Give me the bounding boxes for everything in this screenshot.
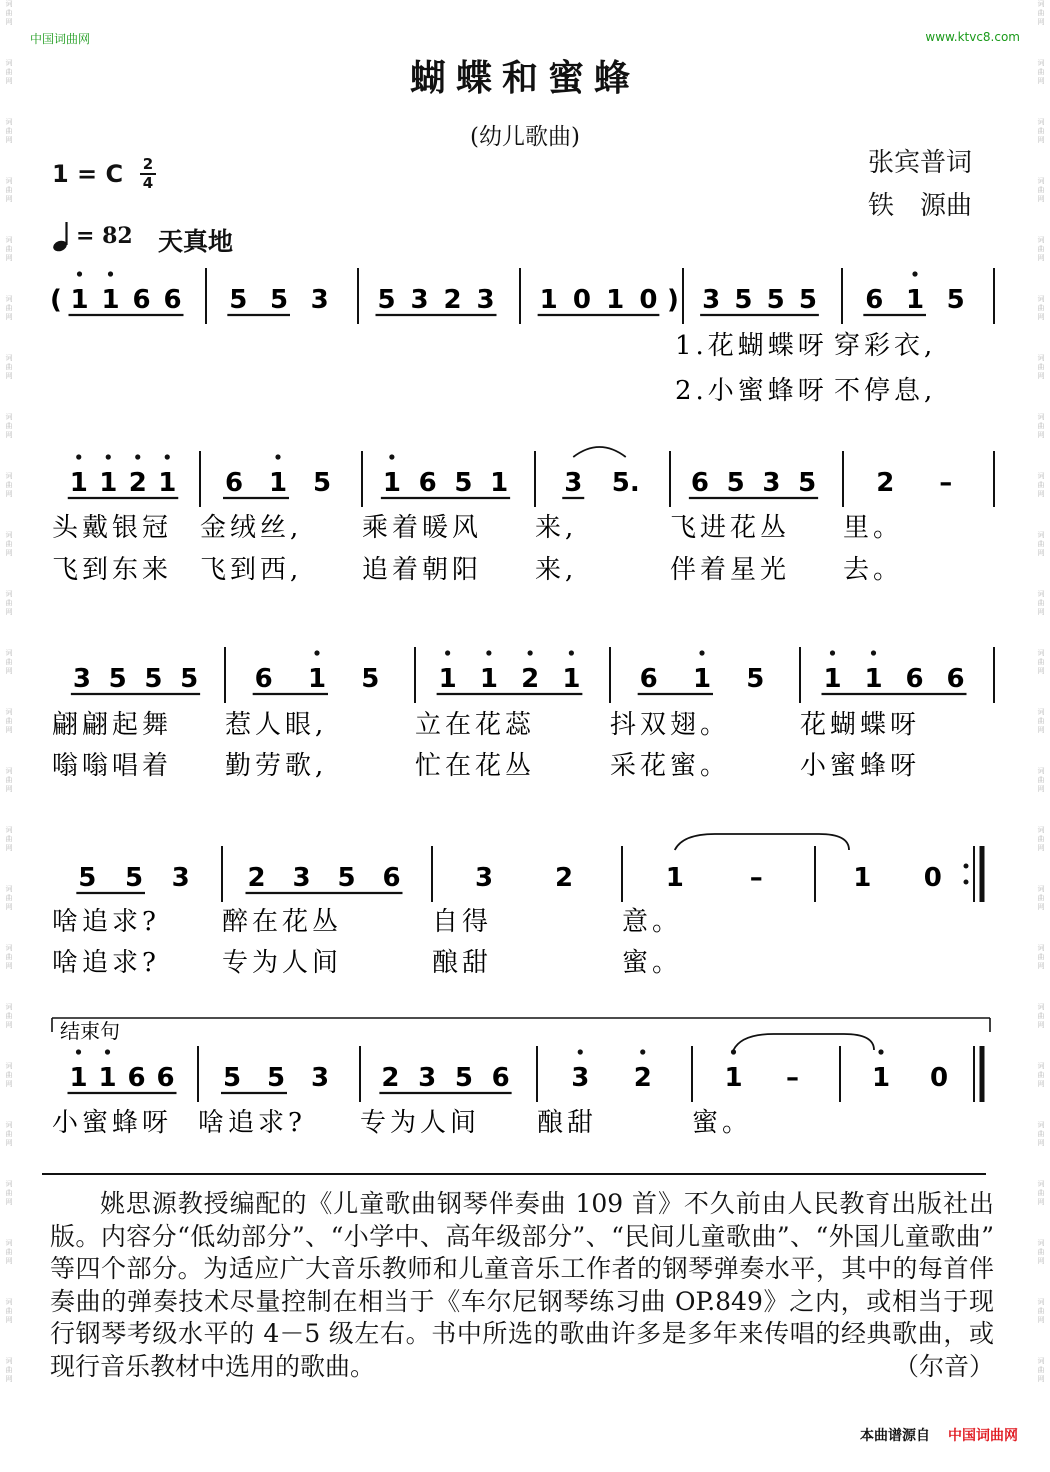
lyric-text: 啥追求?	[52, 907, 160, 937]
watermark-text: 词曲网	[1037, 590, 1045, 616]
lyric-text: 2.小蜜蜂呀	[675, 376, 828, 406]
note: 1	[692, 664, 712, 694]
note: 1	[382, 468, 401, 498]
note: 5	[144, 664, 163, 694]
watermark-text: 词曲网	[1037, 885, 1045, 911]
lyric-text: 蜜。	[692, 1108, 753, 1138]
note: 3	[564, 468, 583, 498]
note: 6	[254, 664, 273, 694]
watermark-text: 词曲网	[1037, 413, 1045, 439]
note: 5	[180, 664, 199, 694]
watermark-text: 词曲网	[1037, 649, 1045, 675]
note: 5	[78, 863, 97, 893]
note: 2	[521, 664, 540, 694]
note: 1	[268, 468, 288, 498]
lyric-text: 立在花蕊	[415, 710, 536, 740]
lyric-text: 来,	[535, 555, 578, 585]
watermark-text: 词曲网	[1037, 1121, 1045, 1147]
watermark-text: 词曲网	[5, 236, 13, 262]
octave-dot	[389, 454, 394, 459]
note: 5	[337, 863, 356, 893]
tie	[675, 834, 849, 850]
note: 1	[307, 664, 327, 694]
note: 1	[490, 468, 509, 498]
note: –	[749, 863, 763, 893]
note: 5	[726, 468, 745, 498]
lyric-text: 惹人眼,	[225, 710, 328, 740]
note: 1	[562, 664, 581, 694]
note: 1	[98, 1063, 117, 1093]
octave-dot	[830, 650, 835, 655]
song-subtitle: (幼儿歌曲)	[470, 124, 580, 150]
note: 5	[269, 285, 289, 315]
lyric-text: 去。	[843, 555, 904, 585]
footer-source-label: 本曲谱源自	[860, 1428, 930, 1444]
octave-dot	[165, 454, 170, 459]
octave-dot	[445, 650, 450, 655]
repeat-dot	[964, 864, 969, 869]
note: 1	[70, 285, 89, 315]
article-paragraph	[50, 1188, 994, 1383]
note: 5	[124, 863, 144, 893]
octave-dot	[912, 271, 917, 276]
note: 3	[418, 1063, 437, 1093]
watermark-text: 词曲网	[1037, 472, 1045, 498]
watermark-text: 词曲网	[5, 590, 13, 616]
lyric-text: 里。	[843, 513, 904, 543]
note: 5.	[611, 468, 640, 498]
octave-dot	[569, 650, 574, 655]
tie	[734, 1034, 875, 1050]
note: 1	[905, 285, 925, 315]
note: 1	[438, 664, 457, 694]
lyric-text: 采花蜜。	[610, 751, 731, 781]
note: 3	[474, 863, 494, 893]
watermark-text: 词曲网	[5, 1239, 13, 1265]
lyric-text: 专为人间	[360, 1108, 481, 1138]
watermark-text: 词曲网	[1037, 1062, 1045, 1088]
article-signature: （尔音）	[893, 1351, 994, 1381]
lyric-text: 来,	[535, 513, 578, 543]
watermark-text: 词曲网	[5, 118, 13, 144]
site-label-left[interactable]: 中国词曲网	[30, 32, 91, 46]
note: 6	[382, 863, 401, 893]
note: 5	[454, 1063, 473, 1093]
watermark-text: 词曲网	[5, 1357, 13, 1383]
watermark-text: 词曲网	[1037, 118, 1045, 144]
lyric-text: 忙在花丛	[415, 751, 536, 781]
octave-dot	[135, 454, 140, 459]
octave-dot	[731, 1049, 736, 1054]
octave-dot	[871, 650, 876, 655]
watermark-text: 词曲网	[1037, 177, 1045, 203]
watermark-text: 词曲网	[1037, 0, 1045, 26]
note: 5	[766, 285, 785, 315]
watermark-text: 词曲网	[5, 885, 13, 911]
note: 3	[310, 285, 329, 315]
ending-label: 结束句	[60, 1019, 120, 1043]
lyric-text: 头戴银冠	[52, 513, 173, 543]
note: 5	[108, 664, 127, 694]
note: 5	[377, 285, 396, 315]
watermark-text: 词曲网	[1037, 236, 1045, 262]
octave-dot	[528, 650, 533, 655]
octave-dot	[486, 650, 491, 655]
note: 1	[101, 285, 120, 315]
watermark-text: 词曲网	[1037, 531, 1045, 557]
note: 0	[572, 285, 591, 315]
watermark-text: 词曲网	[5, 1180, 13, 1206]
note: 5	[454, 468, 473, 498]
lyric-text: 自得	[432, 907, 493, 937]
article-text: 姚思源教授编配的《儿童歌曲钢琴伴奏曲 109 首》不久前由人民教育出版社出版。内容分“低幼部分”、“小学中、高年级部分”、“民间儿童歌曲”、“外国儿童歌曲” 等四个部分。为适应广大音乐教师和儿童音乐工作者的钢琴弹奏水平，其中的每首伴奏曲的弹奏技术尽量控制在相当于《车尔尼钢琴练习曲 OP.849》之内，或相当于现行钢琴考级水平的 4－5 级左右。书中所选的歌曲许多是多年来传唱的经典歌曲，或现行音乐教材中选用的歌曲。	[50, 1189, 994, 1381]
lyric-text: 不停息,	[834, 376, 937, 406]
lyric-text: 专为人间	[222, 948, 343, 978]
lyric-text: 小蜜蜂呀	[800, 751, 921, 781]
watermark-text: 词曲网	[1037, 1298, 1045, 1324]
note: 6	[127, 1063, 146, 1093]
lyric-text: 乘着暖风	[362, 513, 483, 543]
note: 2	[381, 1063, 400, 1093]
note: 6	[418, 468, 437, 498]
repeat-dot	[964, 880, 969, 885]
note: 6	[639, 664, 658, 694]
watermark-text: 词曲网	[5, 354, 13, 380]
note: 1	[69, 468, 88, 498]
note: 2	[633, 1063, 652, 1093]
watermark-text: 词曲网	[1037, 708, 1045, 734]
octave-dot	[77, 271, 82, 276]
note: 6	[132, 285, 151, 315]
lyric-text: 醉在花丛	[222, 907, 343, 937]
note: 1	[539, 285, 558, 315]
note: 5	[746, 664, 765, 694]
octave-dot	[640, 1049, 645, 1054]
note: 6	[163, 285, 182, 315]
watermark-text: 词曲网	[5, 1121, 13, 1147]
watermark-text: 词曲网	[1037, 826, 1045, 852]
lyric-text: 酿甜	[432, 948, 493, 978]
note: 5	[798, 285, 817, 315]
lyric-text: 勤劳歌,	[225, 751, 328, 781]
lyric-text: 飞到东来	[52, 555, 173, 585]
note: 3	[762, 468, 781, 498]
note: 6	[690, 468, 709, 498]
note: 1	[724, 1063, 743, 1093]
watermark-text: 词曲网	[5, 1298, 13, 1324]
note: 6	[946, 664, 965, 694]
watermark-text: 词曲网	[5, 413, 13, 439]
note: 2	[443, 285, 462, 315]
watermark-text: 词曲网	[5, 944, 13, 970]
note: 3	[702, 285, 721, 315]
watermark-text: 词曲网	[5, 767, 13, 793]
lyric-text: 啥追求?	[52, 948, 160, 978]
watermark-text: 词曲网	[1037, 944, 1045, 970]
note: 2	[876, 468, 895, 498]
lyric-text: 金绒丝,	[200, 513, 303, 543]
lyric-text: 嗡嗡唱着	[52, 751, 173, 781]
note: 2	[554, 863, 574, 893]
octave-dot	[314, 650, 319, 655]
watermark-text: 词曲网	[1037, 767, 1045, 793]
note: 5	[222, 1063, 242, 1093]
lyric-text: 抖双翅。	[610, 710, 731, 740]
octave-dot	[76, 454, 81, 459]
watermark-text: 词曲网	[5, 59, 13, 85]
lyric-text: 翩翩起舞	[52, 710, 173, 740]
watermark-text: 词曲网	[5, 1062, 13, 1088]
note: 3	[72, 664, 91, 694]
octave-dot	[106, 454, 111, 459]
note: 3	[571, 1063, 590, 1093]
note: 3	[410, 285, 429, 315]
watermark-text: 词曲网	[1037, 1357, 1045, 1383]
lyric-text: 飞到西,	[200, 555, 303, 585]
lyric-text: 意。	[622, 907, 683, 937]
note: 1	[158, 468, 177, 498]
octave-dot	[105, 1049, 110, 1054]
watermark-text: 词曲网	[1037, 1239, 1045, 1265]
note: 6	[865, 285, 884, 315]
watermark-text: 词曲网	[1037, 295, 1045, 321]
octave-dot	[578, 1049, 583, 1054]
lyric-text: 穿彩衣,	[834, 331, 937, 361]
note: 1	[871, 1063, 891, 1093]
key-signature: 1 = C	[52, 160, 124, 188]
watermark-text: 词曲网	[5, 472, 13, 498]
lyric-text: 蜜。	[622, 948, 683, 978]
note: –	[786, 1063, 799, 1093]
note: 3	[476, 285, 495, 315]
watermark-text: 词曲网	[1037, 1003, 1045, 1029]
composer-credit: 铁 源曲	[868, 191, 973, 221]
watermark-text: 词曲网	[5, 1003, 13, 1029]
note: 1	[823, 664, 842, 694]
watermark-text: 词曲网	[5, 295, 13, 321]
watermark-text: 词曲网	[5, 826, 13, 852]
watermark-text: 词曲网	[5, 649, 13, 675]
note: 3	[171, 863, 190, 893]
lyric-text: 啥追求?	[198, 1108, 306, 1138]
lyricist-credit: 张宾普词	[868, 148, 973, 178]
note: 1	[479, 664, 498, 694]
lyric-text: 花蝴蝶呀	[800, 710, 921, 740]
note: 5	[312, 468, 332, 498]
note: 6	[156, 1063, 175, 1093]
note: 2	[128, 468, 147, 498]
footer-source	[860, 1425, 1018, 1445]
note: –	[939, 468, 953, 498]
time-signature-top: 2	[142, 155, 154, 173]
octave-dot	[76, 1049, 81, 1054]
watermark-text: 词曲网	[5, 531, 13, 557]
note: 3	[310, 1063, 330, 1093]
note: 1	[853, 863, 872, 893]
note: 1	[606, 285, 625, 315]
note: 2	[247, 863, 266, 893]
paren-close: )	[667, 285, 679, 315]
lyric-text: 小蜜蜂呀	[52, 1108, 173, 1138]
octave-dot	[878, 1049, 883, 1054]
note: 0	[929, 1063, 949, 1093]
tempo-value: = 82	[76, 223, 133, 249]
watermark-text: 词曲网	[5, 0, 13, 26]
footer-brand[interactable]: 中国词曲网	[948, 1428, 1018, 1444]
note: 0	[923, 863, 942, 893]
watermark-text: 词曲网	[1037, 354, 1045, 380]
watermark-text: 词曲网	[1037, 1180, 1045, 1206]
note: 6	[491, 1063, 510, 1093]
note: 5	[229, 285, 248, 315]
song-title: 蝴蝶和蜜蜂	[409, 57, 640, 99]
watermark-text: 词曲网	[5, 177, 13, 203]
slur	[573, 447, 626, 457]
note: 5	[734, 285, 753, 315]
lyric-text: 飞进花丛	[670, 513, 791, 543]
note: 5	[798, 468, 817, 498]
separator-line	[42, 1173, 986, 1175]
site-url[interactable]: www.ktvc8.com	[925, 30, 1020, 44]
note: 1	[69, 1063, 88, 1093]
expression-marking: 天真地	[158, 227, 234, 256]
note: 1	[99, 468, 118, 498]
lyric-text: 酿甜	[537, 1108, 598, 1138]
time-signature-bottom: 4	[142, 174, 154, 192]
note: 1	[665, 863, 684, 893]
octave-dot	[699, 650, 704, 655]
note: 3	[292, 863, 311, 893]
watermark-text: 词曲网	[1037, 59, 1045, 85]
note: 6	[224, 468, 244, 498]
note: 6	[905, 664, 924, 694]
note: 5	[266, 1063, 286, 1093]
note: 1	[864, 664, 883, 694]
note: 0	[639, 285, 658, 315]
octave-dot	[275, 454, 280, 459]
paren-open: (	[50, 285, 62, 315]
lyric-text: 1.花蝴蝶呀	[675, 331, 828, 361]
lyric-text: 伴着星光	[670, 555, 791, 585]
note: 5	[946, 285, 965, 315]
note: 5	[361, 664, 380, 694]
octave-dot	[108, 271, 113, 276]
lyric-text: 追着朝阳	[362, 555, 483, 585]
watermark-text: 词曲网	[5, 708, 13, 734]
